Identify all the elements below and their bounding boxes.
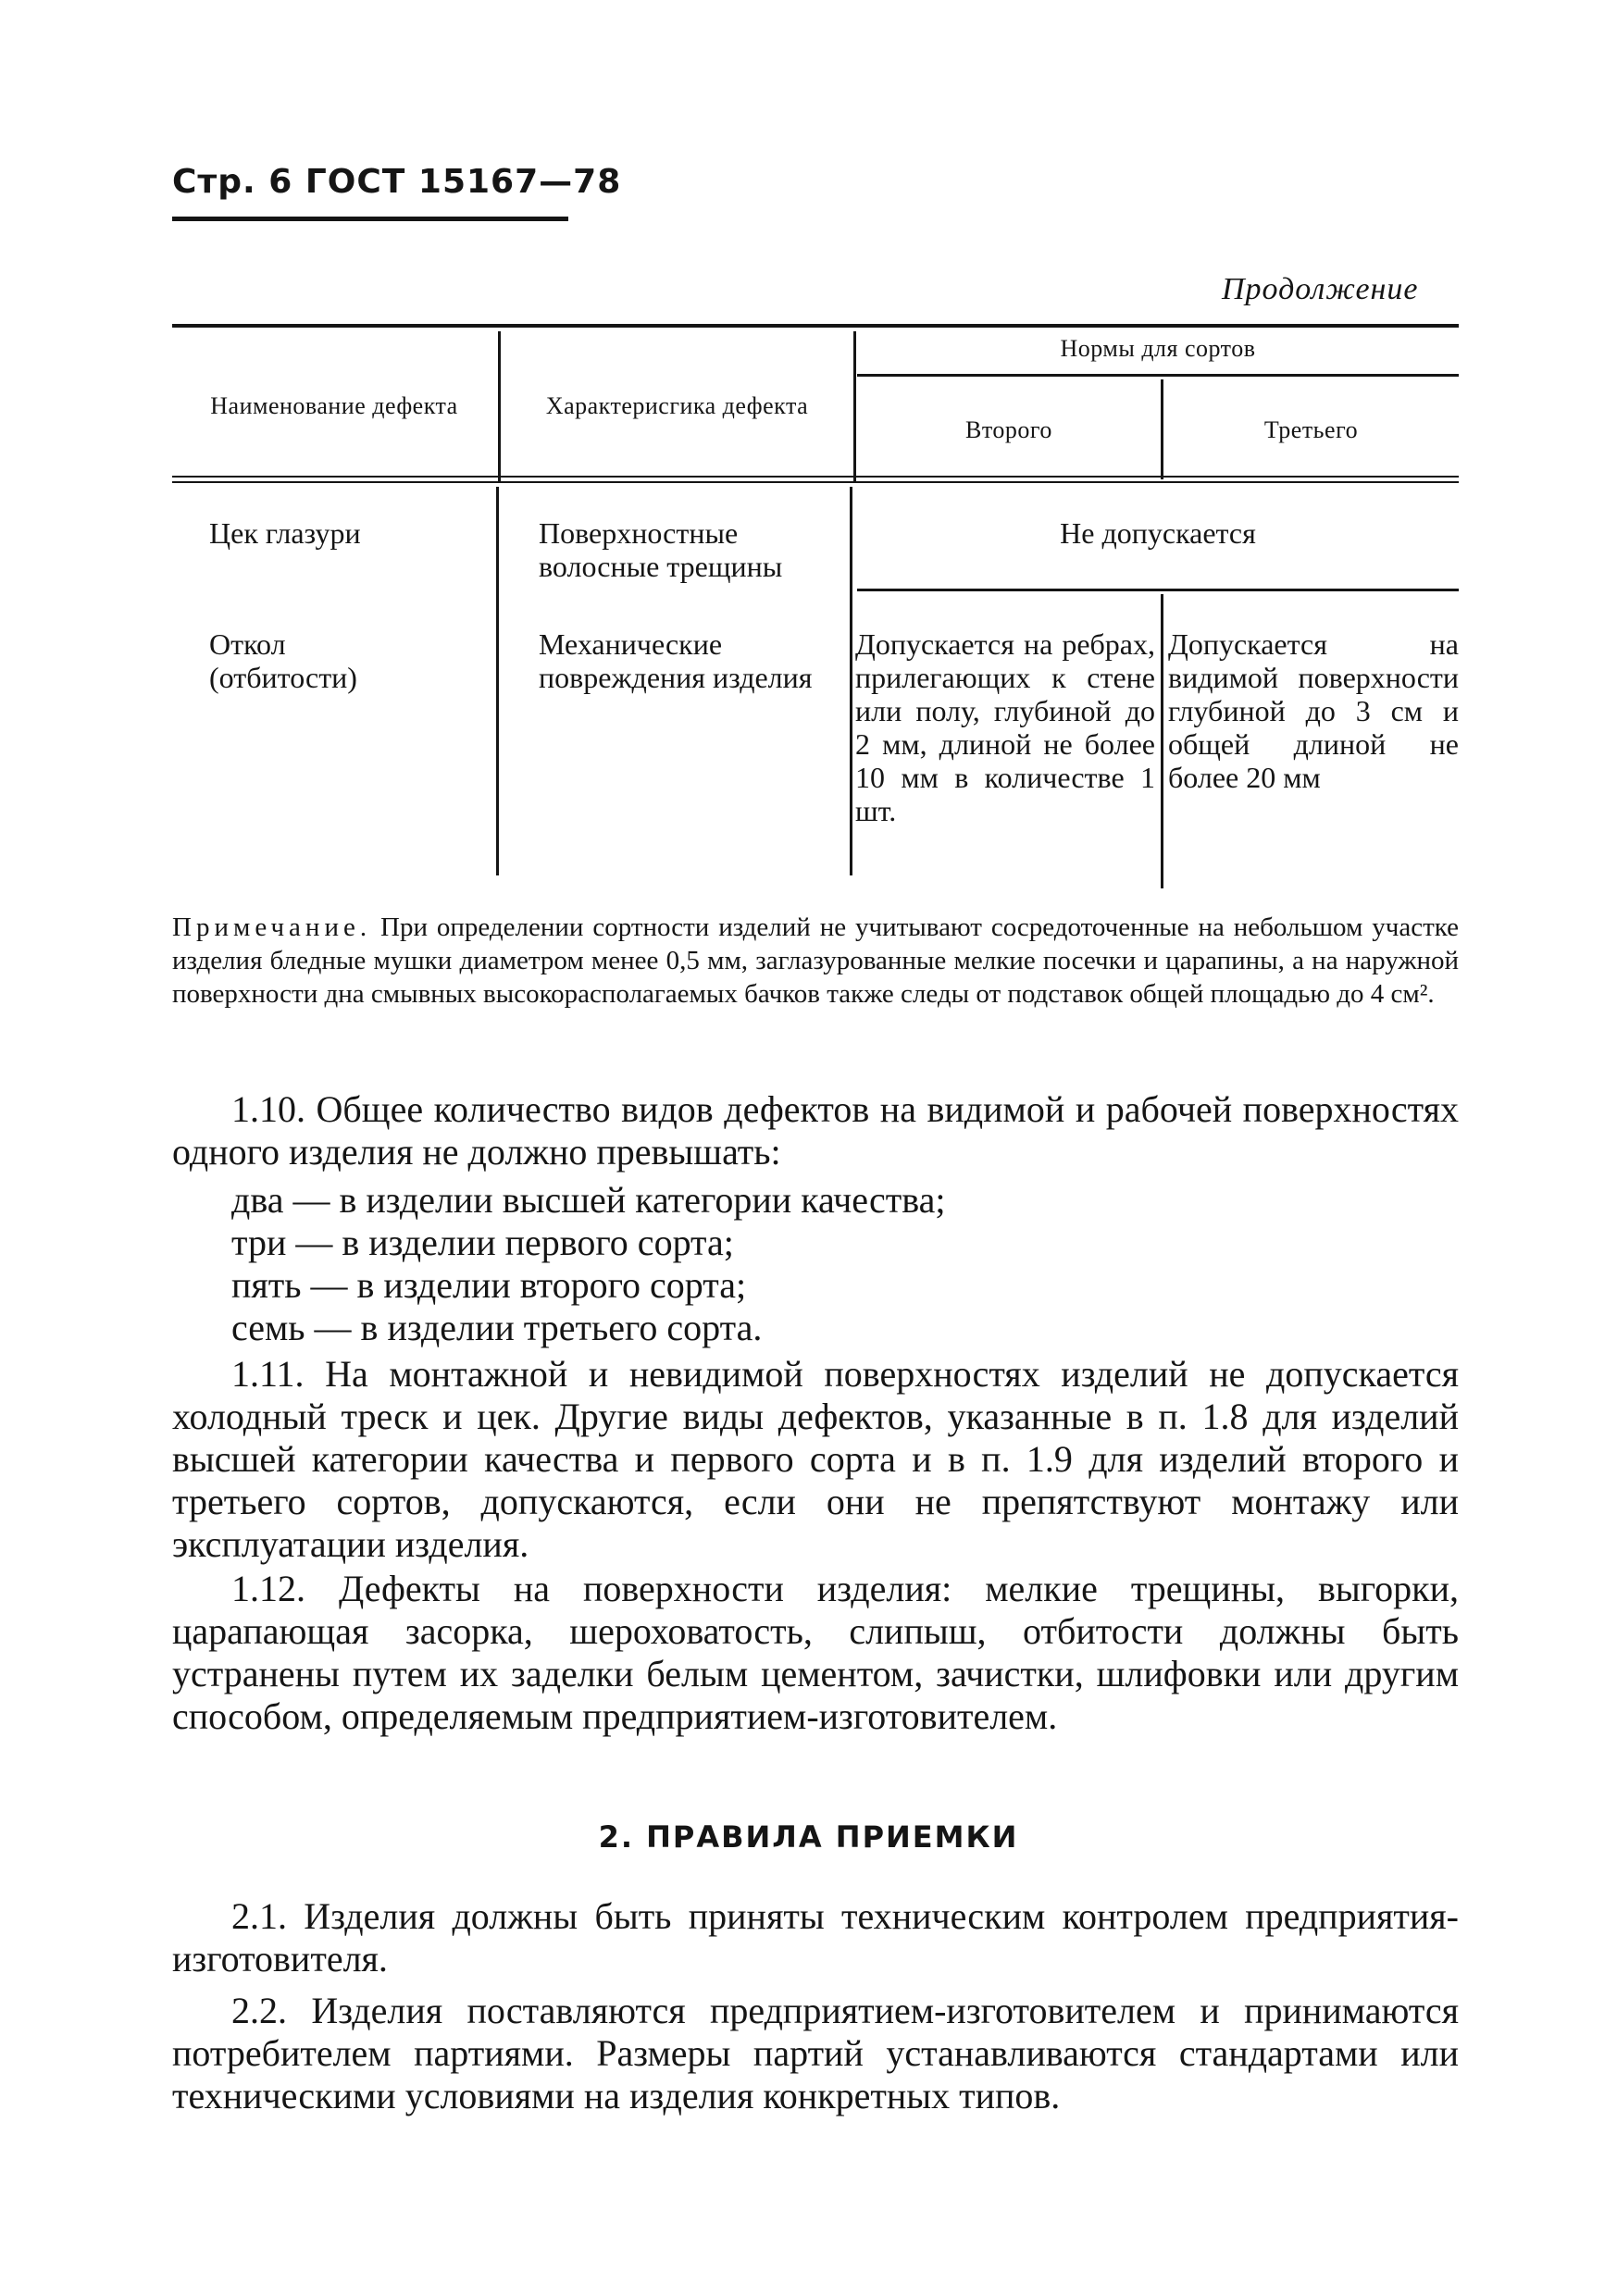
header-bottom-rule-2 [172, 481, 1459, 483]
paragraph-1-12: 1.12. Дефекты на поверхности изделия: мелкие трещины, выгорки, царапающая засорка, шероховатость, слипыш, отбитости должны быть устранены путем их заделки белым цементом, зачистки, шлифовки или другим способом, определяемым предприятием-изготовителем. [172, 1568, 1459, 1737]
paragraph-2-2: 2.2. Изделия поставляются предприятием-изготовителем и принимаются потребителем партиями. Размеры партий устанавливаются стандартами или техническими условиями на изделия конкретных типов. [172, 1990, 1459, 2116]
header-rule [172, 217, 568, 221]
list-item: пять — в изделии второго сорта; [231, 1264, 747, 1306]
list-item: два — в изделии высшей категории качества; [231, 1179, 946, 1221]
section-title: 2. ПРАВИЛА ПРИЕМКИ [598, 1819, 1019, 1855]
header-third-grade: Третьего [1263, 416, 1359, 443]
row1-norm: Не допускается [1060, 516, 1256, 550]
table-note [172, 911, 1459, 1011]
paragraph-1-10: 1.10. Общее количество видов дефектов на видимой и рабочей поверхностях одного изделия не должно превышать: [172, 1088, 1459, 1173]
header-subrule [857, 374, 1459, 377]
col-divider-2-body [850, 487, 852, 875]
col-divider-1-body [496, 487, 499, 875]
note-label: Примечание. [172, 912, 372, 942]
table-top-rule [172, 324, 1459, 328]
row2-characteristic: Механические повреждения изделия [539, 627, 813, 694]
col-divider-3-body [1161, 594, 1163, 888]
header-grade-norms: Нормы для сортов [1060, 335, 1256, 362]
paragraph-1-11: 1.11. На монтажной и невидимой поверхностях изделий не допускается холодный треск и цек. Другие виды дефектов, указанные в п. 1.8 для изделий высшей категории качества и первого сорта и в п. 1.9 для изделий второго и третьего сортов, допускаются, если они не препятствуют монтажу или эксплуатации изделия. [172, 1353, 1459, 1565]
col-divider-2 [853, 331, 856, 481]
page-header: Стр. 6 ГОСТ 15167—78 [172, 163, 622, 201]
row2-defect-name: Откол (отбитости) [209, 627, 357, 694]
header-defect-characteristic: Характерисгика дефекта [545, 392, 809, 419]
continuation-label: Продолжение [1222, 272, 1419, 306]
list-item: три — в изделии первого сорта; [231, 1222, 734, 1263]
row2-third-grade: Допускается на видимой поверхности глубиной до 3 см и общей длиной не более 20 мм [1168, 627, 1459, 794]
header-defect-name: Наименование дефекта [210, 392, 458, 419]
list-item: семь — в изделии третьего сорта. [231, 1307, 763, 1348]
note-text: При определении сортности изделий не учитывают сосредоточенные на небольшом участке изделия бледные мушки диаметром менее 0,5 мм, заглазурованные мелкие посечки и царапины, а на наружной поверхности дна смывных высокорасполагаемых бачков также следы от подставок общей площадью до 4 см². [172, 912, 1459, 1009]
paragraph-2-1: 2.1. Изделия должны быть приняты техническим контролем предприятия-изготовителя. [172, 1895, 1459, 1980]
row2-second-grade: Допускается на ребрах, прилегающих к стене или полу, глубиной до 2 мм, длиной не более 10 мм в количестве 1 шт. [855, 627, 1155, 827]
header-second-grade: Второго [965, 416, 1052, 443]
row-separator-norm [857, 589, 1459, 591]
row1-characteristic: Поверхностные волосные трещины [539, 516, 783, 583]
row1-defect-name: Цек глазури [209, 516, 361, 550]
header-bottom-rule-1 [172, 476, 1459, 478]
